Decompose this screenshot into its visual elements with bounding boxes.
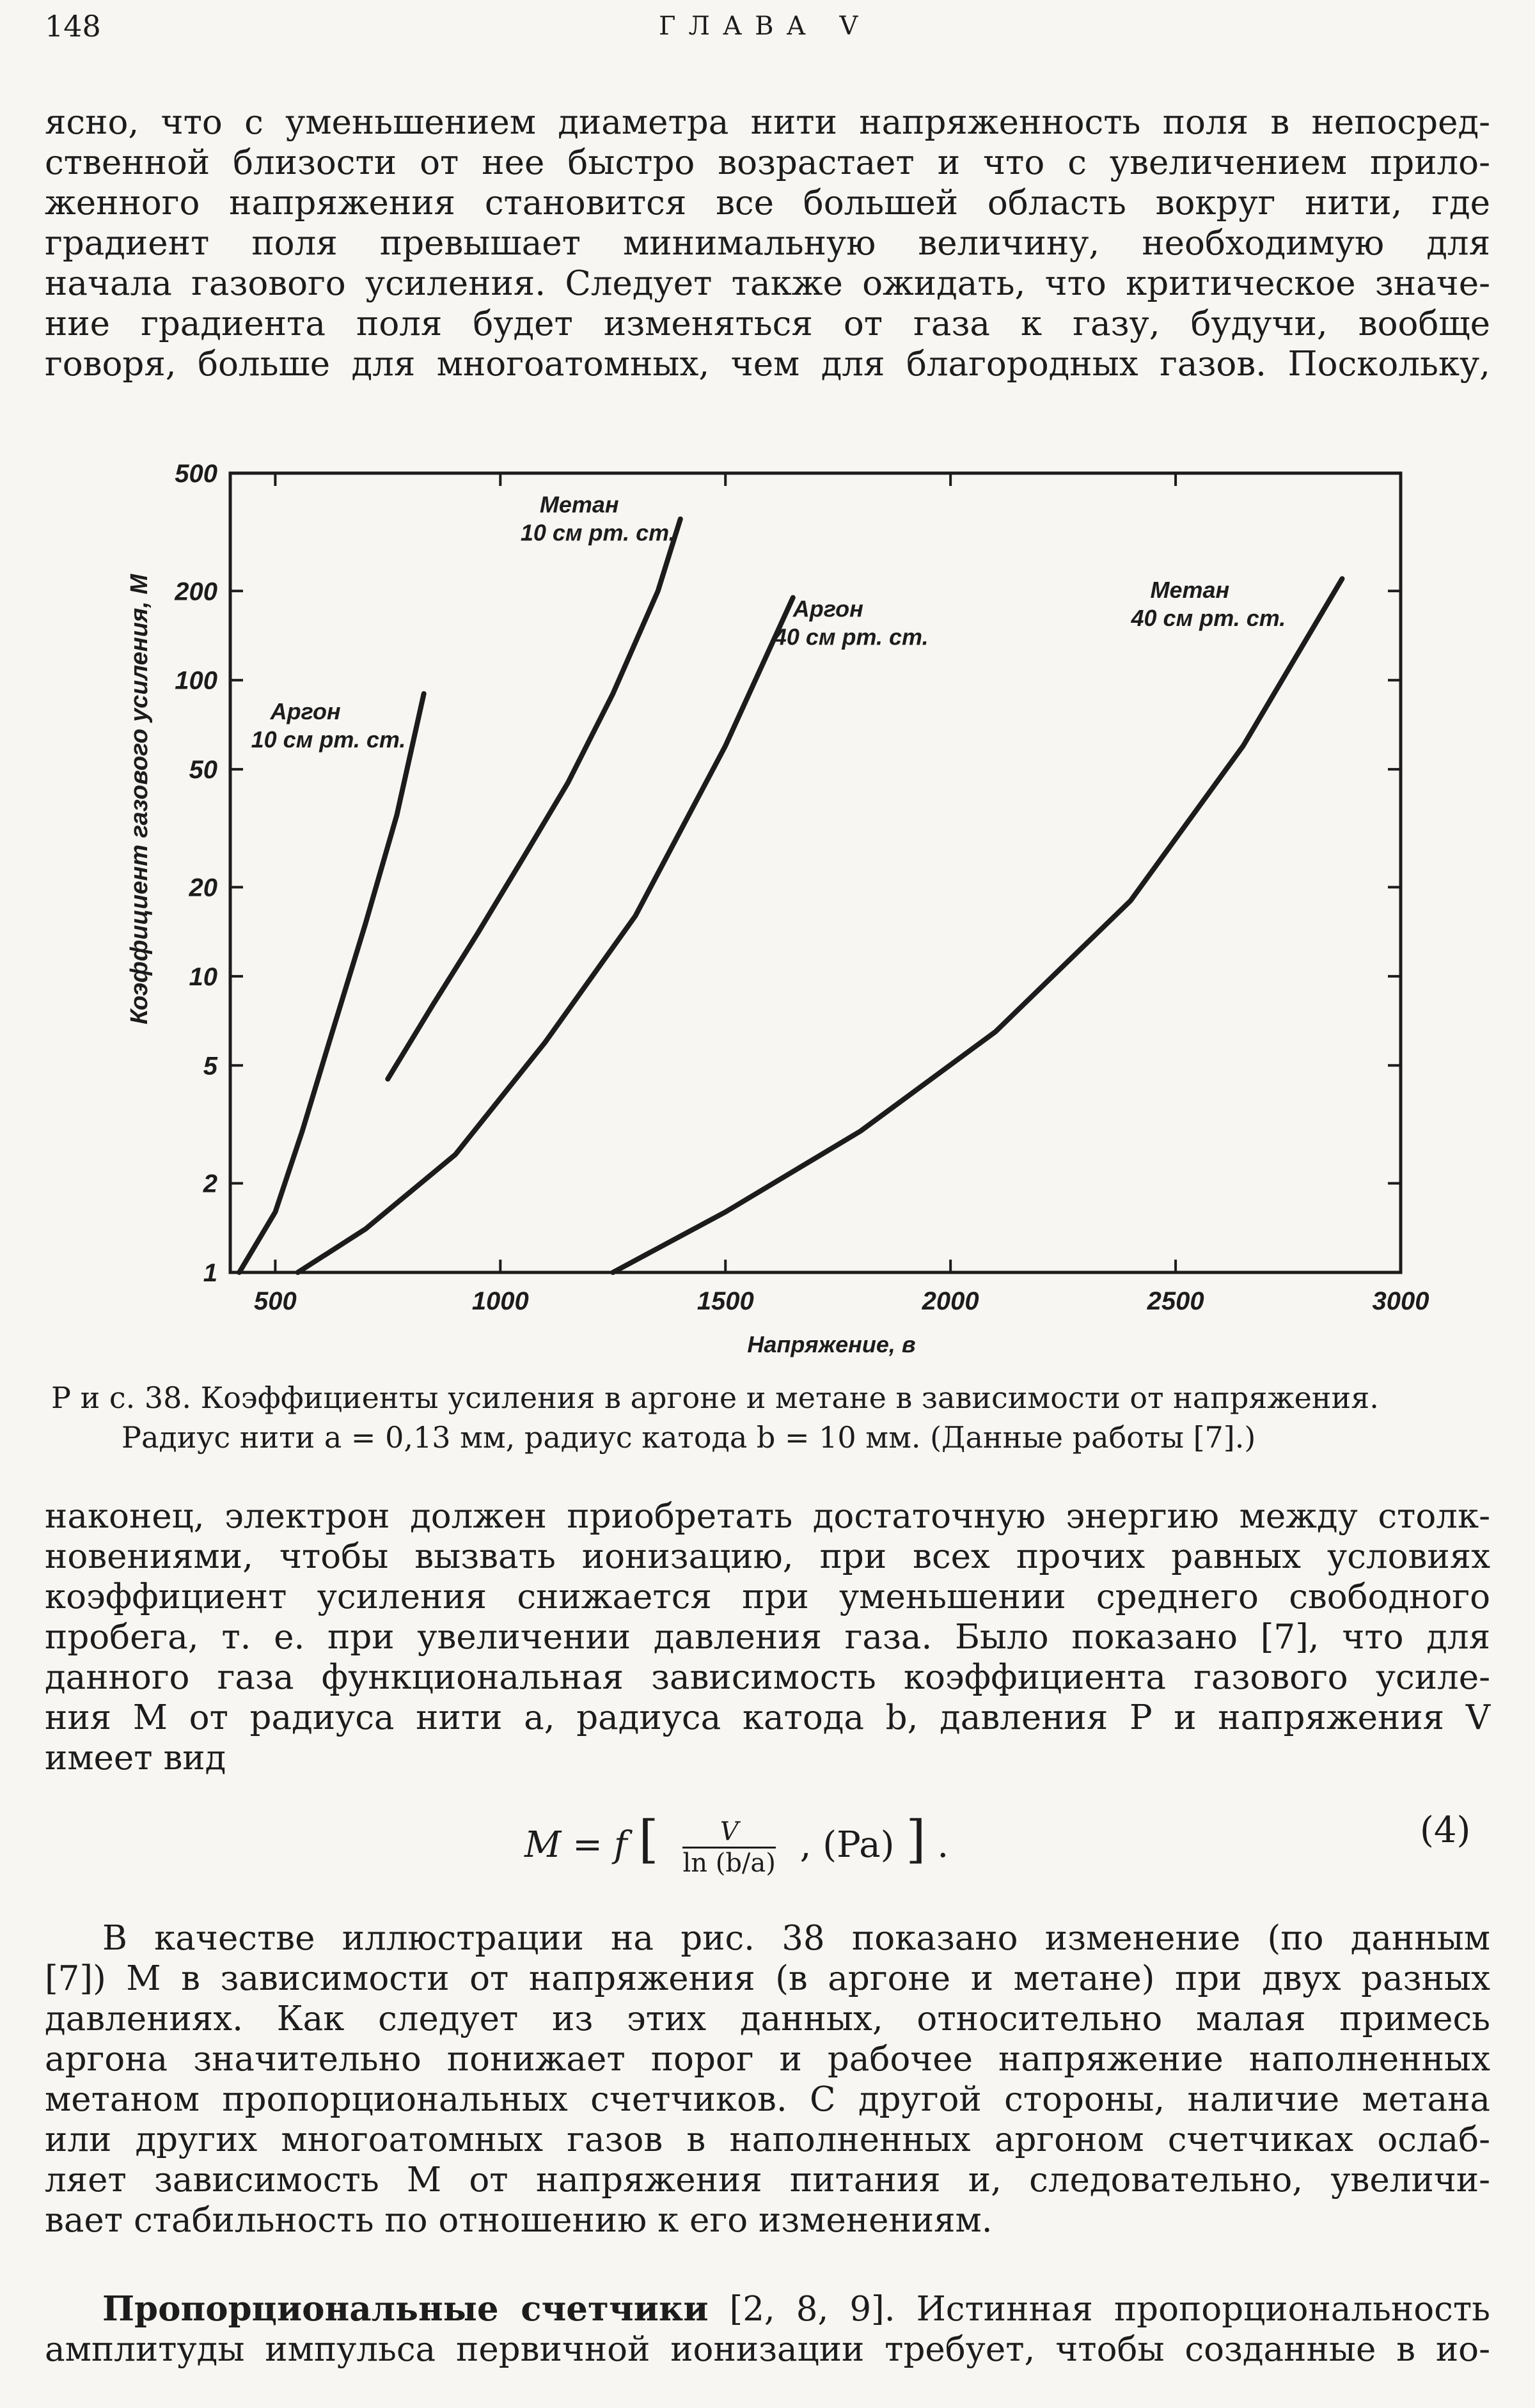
text-line: новениями, чтобы вызвать ионизацию, при всех прочих равных условиях xyxy=(45,1537,1490,1576)
y-tick-label: 100 xyxy=(175,666,217,695)
y-tick-label: 20 xyxy=(189,873,217,902)
series-line-1 xyxy=(239,694,424,1272)
text-line: имеет вид xyxy=(45,1739,226,1778)
section-lead: Пропорциональные счетчики xyxy=(102,2289,709,2329)
text-line: метаном пропорциональных счетчиков. С другой стороны, наличие метана xyxy=(45,2080,1490,2119)
text-line: ственной близости от нее быстро возрастает и что с увеличением прило- xyxy=(45,143,1490,182)
caption-line-1: Р и с. 38. Коэффициенты усиления в аргоне и метане в зависимости от напряжения. xyxy=(51,1380,1379,1415)
series-label-pressure: 10 см рт. ст. xyxy=(520,519,675,546)
y-tick-label: 10 xyxy=(189,962,217,991)
x-tick-label: 3000 xyxy=(1372,1287,1429,1315)
series-line-4 xyxy=(613,579,1342,1272)
text-line: аргона значительно понижает порог и рабочее напряжение наполненных xyxy=(45,2040,1490,2079)
series-line-2 xyxy=(388,519,681,1079)
text-line: градиент поля превышает минимальную величину, необходимую для xyxy=(45,224,1490,263)
running-head: ГЛАВА V xyxy=(659,12,871,41)
x-tick-label: 2000 xyxy=(922,1287,979,1315)
y-tick-label: 5 xyxy=(203,1052,217,1081)
text-line: или других многоатомных газов в наполненных аргоном счетчиках ослаб- xyxy=(45,2120,1490,2159)
text-line: женного напряжения становится все большей область вокруг нити, где xyxy=(45,184,1490,223)
formula-numerator: V xyxy=(682,1817,775,1849)
x-tick-label: 1000 xyxy=(471,1287,529,1315)
formula-rest: , (Pa) xyxy=(799,1824,895,1866)
y-tick-label: 50 xyxy=(189,756,217,785)
series-label-pressure: 40 см рт. ст. xyxy=(1131,605,1286,632)
text-line: давлениях. Как следует из этих данных, относительно малая примесь xyxy=(45,1999,1490,2038)
text-line: пробега, т. е. при увеличении давления газа. Было показано [7], что для xyxy=(45,1618,1490,1657)
caption-line-2: Радиус нити a = 0,13 мм, радиус катода b = 10 мм. (Данные работы [7].) xyxy=(122,1420,1256,1455)
series-label-name: Метан xyxy=(1150,577,1230,604)
gain-vs-voltage-chart xyxy=(0,441,1535,1362)
x-tick-label: 1500 xyxy=(697,1287,754,1315)
text-line: данного газа функциональная зависимость коэффициента газового усиле- xyxy=(45,1658,1490,1697)
page-number: 148 xyxy=(45,9,101,43)
text-line: В качестве иллюстрации на рис. 38 показано изменение (по данным xyxy=(102,1919,1490,1958)
paragraph-4 xyxy=(45,2289,1490,2370)
formula-lhs: M = f xyxy=(524,1824,627,1866)
equation-number: (4) xyxy=(1420,1810,1471,1851)
text-line: ляет зависимость M от напряжения питания и, следовательно, увеличи- xyxy=(45,2161,1490,2200)
x-axis-label: Напряжение, в xyxy=(747,1331,916,1357)
figure-caption xyxy=(51,1378,1490,1457)
text-line: вает стабильность по отношению к его изменениям. xyxy=(45,2201,993,2240)
y-tick-label: 1 xyxy=(203,1259,217,1287)
text-line: говоря, больше для многоатомных, чем для благородных газов. Поскольку, xyxy=(45,345,1490,384)
x-tick-label: 2500 xyxy=(1147,1287,1204,1315)
text-line: ния M от радиуса нити a, радиуса катода b, давления P и напряжения V xyxy=(45,1698,1490,1737)
text-line: начала газового усиления. Следует также ожидать, что критическое значе- xyxy=(45,264,1490,303)
paragraph-2 xyxy=(45,1496,1490,1778)
paragraph-3 xyxy=(45,1918,1490,2240)
y-tick-label: 200 xyxy=(175,577,217,606)
x-tick-label: 500 xyxy=(254,1287,297,1315)
y-tick-label: 2 xyxy=(203,1169,217,1198)
text-line xyxy=(45,2289,1490,2329)
text-line: коэффициент усиления снижается при уменьшении среднего свободного xyxy=(45,1577,1490,1616)
text-span: [2, 8, 9]. Истинная пропорциональность xyxy=(708,2290,1490,2329)
formula-denominator: ln (b/a) xyxy=(682,1849,776,1878)
formula-4: M = f [ $\frac{V}{\ln (b/a)}$ , (Pa) ] . (4) xyxy=(524,1810,1471,1878)
paragraph-1 xyxy=(45,102,1490,384)
series-label-name: Аргон xyxy=(270,698,341,724)
y-tick-label: 500 xyxy=(175,460,217,488)
formula-fraction xyxy=(682,1817,775,1878)
series-label-pressure: 40 см рт. ст. xyxy=(773,623,929,650)
text-line: ясно, что с уменьшением диаметра нити напряженность поля в непосред- xyxy=(45,103,1490,142)
text-line: наконец, электрон должен приобретать достаточную энергию между столк- xyxy=(45,1497,1490,1536)
series-label-pressure: 10 см рт. ст. xyxy=(251,726,406,753)
series-label-name: Аргон xyxy=(792,595,863,622)
text-line: [7]) M в зависимости от напряжения (в аргоне и метане) при двух разных xyxy=(45,1959,1490,1998)
series-label-name: Метан xyxy=(539,491,619,518)
text-line: ние градиента поля будет изменяться от газа к газу, будучи, вообще xyxy=(45,304,1490,343)
text-line: амплитуды импульса первичной ионизации требует, чтобы созданные в ио- xyxy=(45,2330,1490,2369)
y-axis-label: Коэффициент газового усиления, M xyxy=(126,574,153,1025)
series-line-3 xyxy=(298,598,793,1272)
